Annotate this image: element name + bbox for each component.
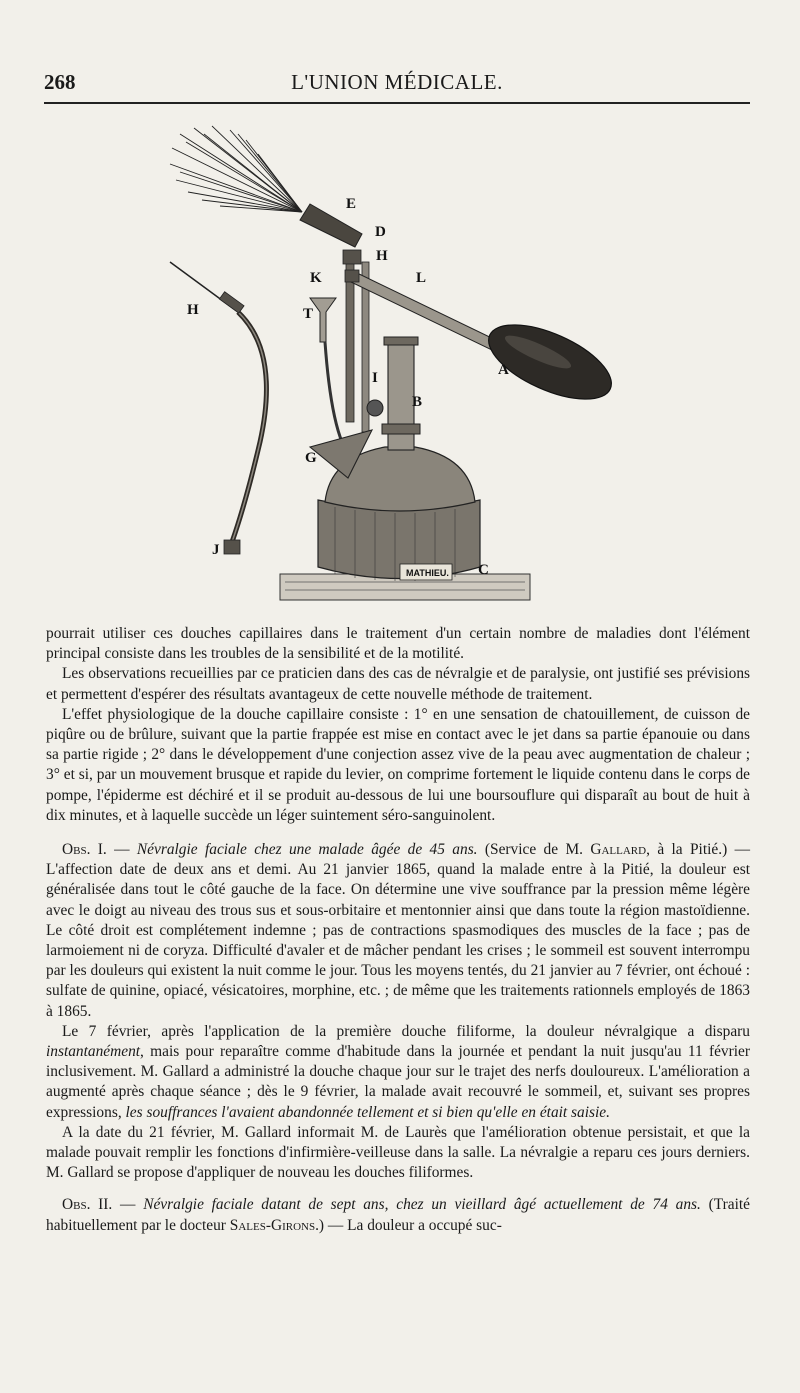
paragraph: L'effet physiologique de la douche capillaire consiste : 1° en une sensation de chatouillement, de cuisson de piqûre ou de brûlure, suivant que la partie frappée est mise en contact avec le jet dans sa partie épanouie ou dans sa partie rigide ; 2° dans le développement d'une conjection assez vive de la peau avec augmentation de chaleur ; 3° et si, par un mouvement brusque et rapide du levier, on comprime fortement le liquide contenu dans le corps de pompe, l'épiderme est déchiré et il se produit au-dessous de lui une boursouflure qui disparaît au bout de huit à dix minutes, et à laquelle succède un léger suintement séro-sanguinolent. [46, 705, 750, 824]
observation-1: Obs. I. — Névralgie faciale chez une malade âgée de 45 ans. (Service de M. Gallard, à la Pitié.) — L'affection date de deux ans et demi. Au 21 janvier 1865, quand la malade entre à la Pitié, la douleur est généralisée dans tout le côté gauche de la face. On détermine une vive souffrance par la pression même légère avec le doigt au niveau des trous sus et sous-orbitaire et mentonnier ainsi que dans toute la région mastoïdienne. Le côté droit est complétement indemne ; pas de contractions spasmodiques des muscles de la face ; pas de larmoiement ni de coryza. Difficulté d'avaler et de mâcher pendant les crises ; le sommeil est souvent interrompu par les douleurs qui existent la nuit comme le jour. Tous les moyens tentés, du 21 janvier au 7 février, ont échoué : sulfate de quinine, opiacé, vésicatoires, morphine, etc. ; de même que les traitements rationnels employés de 1863 à 1865. [46, 841, 750, 1020]
maker-label: MATHIEU. [406, 568, 449, 578]
label-g: G [305, 450, 317, 466]
paragraph: Le 7 février, après l'application de la première douche filiforme, la douleur névralgique a disparu instantanément, mais pour reparaître comme d'habitude dans la journée et pendant la nuit jusqu'au 11 février inclusivement. M. Gallard a administré la douche chaque jour sur le trajet des nerfs douloureux. L'amélioration a augmenté après chaque séance ; dès le 9 février, la malade avait recouvré le sommeil, et, suivant ses propres expressions, les souffrances l'avaient abandonnée tellement et si bien qu'elle en était saisie. [46, 1022, 750, 1121]
hose-fitting [224, 540, 240, 554]
reservoir-base [318, 500, 480, 579]
observation-label: Obs. I. [62, 841, 107, 859]
page-number: 268 [44, 70, 76, 94]
label-i: I [372, 370, 378, 386]
page-header [44, 66, 750, 104]
label-e: E [346, 196, 357, 212]
article-body [46, 624, 750, 1236]
label-j: J [212, 542, 220, 558]
label-l: L [416, 270, 427, 286]
running-title: L'UNION MÉDICALE. [291, 70, 503, 94]
funnel [310, 298, 336, 342]
doctor-name: Sales-Girons [229, 1216, 316, 1234]
observation-title: Névralgie faciale datant de sept ans, chez un vieillard âgé actuellement de 74 ans. [143, 1196, 701, 1214]
label-a: A [498, 362, 509, 378]
flexible-hose [232, 312, 266, 542]
observation-2: Obs. II. — Névralgie faciale datant de sept ans, chez un vieillard âgé actuellement de 74 ans. (Traité habituellement par le docteur Sales-Girons.) — La douleur a occupé suc- [46, 1196, 750, 1234]
observation-label: Obs. II. [62, 1196, 113, 1214]
brush-bristles [170, 126, 302, 212]
apparatus-figure [150, 112, 650, 622]
label-d: D [375, 224, 386, 240]
label-c: C [478, 562, 489, 578]
label-h-nozzle: H [187, 302, 199, 318]
paragraph: pourrait utiliser ces douches capillaires dans le traitement d'un certain nombre de maladies dont l'élément principal consiste dans les troubles de la sensibilité et de la motilité. [46, 625, 750, 663]
label-h: H [376, 248, 388, 264]
paragraph: A la date du 21 février, M. Gallard informait M. de Laurès que l'amélioration obtenue persistait, et que la malade pouvait remplir les fonctions d'infirmière-veilleuse dans la salle. La névralgie a reparu ces jours derniers. M. Gallard se propose d'appliquer de nouveau les douches filiformes. [46, 1123, 750, 1182]
apparatus-illustration [150, 112, 650, 622]
label-k: K [310, 270, 322, 286]
paragraph: Les observations recueillies par ce praticien dans des cas de névralgie et de paralysie, ont justifié ses prévisions et permettent d'espérer des résultats avantageux de cette nouvelle méthode de traitement. [46, 665, 750, 703]
label-b: B [412, 394, 423, 410]
observation-title: Névralgie faciale chez une malade âgée de 45 ans. [136, 841, 478, 859]
doctor-name: Gallard [590, 841, 647, 859]
label-t: T [303, 306, 314, 322]
